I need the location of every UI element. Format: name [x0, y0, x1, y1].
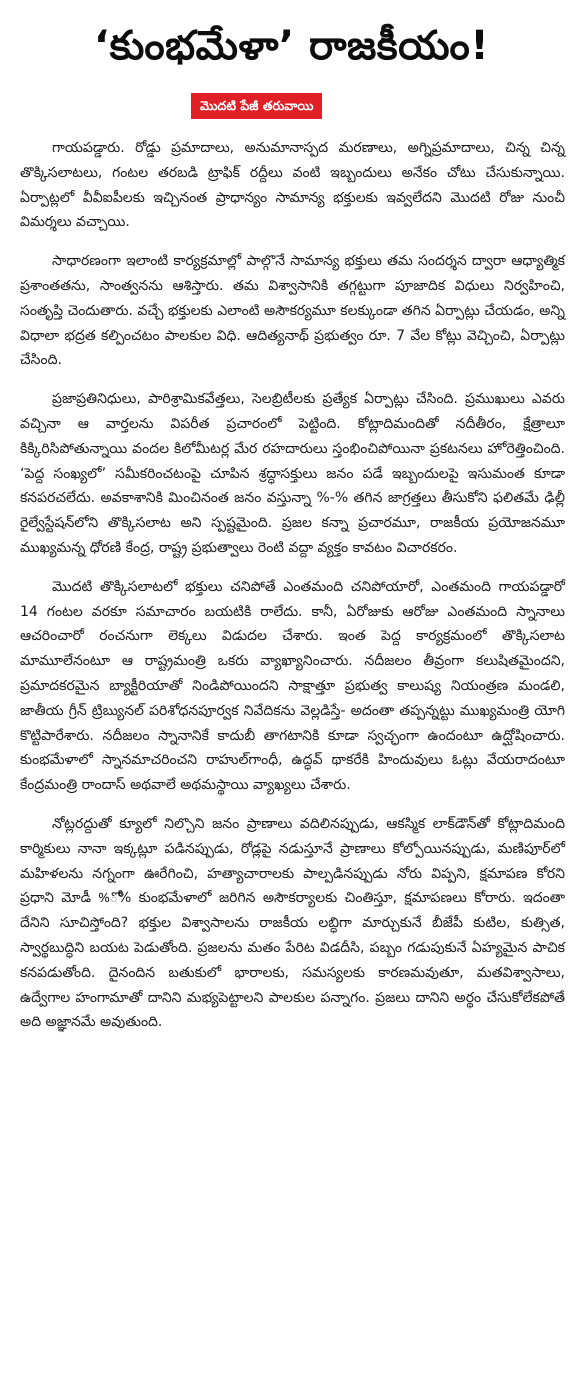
- paragraph-5: నోట్లరద్దుతో క్యూలో నిల్చొని జనం ప్రాణాలు వదిలినప్పుడు, ఆకస్మిక లాక్‌డౌన్‌తో కోట్లాదిమంది కార్మికులు నానా ఇక్కట్లూ పడినప్పుడు, రోడ్లపై నడుస్తూనే ప్రాణాలు కోల్పోయినప్పుడు, మణిపూర్‌లో మహిళలను నగ్నంగా ఊరేగించి, హత్యాచారాలకు పాల్పడినప్పుడు నోరు విప్పని, క్షమాపణ కోరని ప్రధాని మోడీ %ో% కుంభమేళాలో జరిగిన అసౌకర్యాలకు చింతిస్తూ, క్షమాపణలు కోరారు. ఇదంతా దేనిని సూచిస్తోంది? భక్తుల విశ్వాసాలను రాజకీయ లబ్ధిగా మార్చుకునే బీజేపీ కుటిల, కుత్సిత, స్వార్థబుద్ధిని బయట పెడుతోంది. ప్రజలను మతం పేరిట విడదీసి, పబ్బం గడుపుకునే ఏహ్యమైన పాచిక కనపడుతోంది. దైనందిన బతుకులో భారాలకు, సమస్యలకు కారణమవుతూ, మతవిశ్వాసాలు, ఉద్వేగాల హంగామాతో దానిని మభ్యపెట్టాలని పాలకుల పన్నాగం. ప్రజలు దానిని అర్థం చేసుకోలేకపోతే అది అజ్ఞానమే అవుతుంది.: [20, 815, 565, 1031]
- continuation-label: మొదటి పేజీ తరువాయి: [191, 93, 322, 119]
- paragraph-3: ప్రజాప్రతినిధులు, పారిశ్రామికవేత్తలు, సెలబ్రిటీలకు ప్రత్యేక ఏర్పాట్లు చేసింది. ప్రముఖులు ఎవరు వచ్చినా ఆ వార్తలను విపరీత ప్రచారంలో పెట్టింది. కోట్లాదిమందితో నదీతీరం, క్షేత్రాలూ కిక్కిరిసిపోతున్నాయి వందల కిలోమీటర్ల మేర రహదారులు స్తంభించిపోయినా ప్రకటనలు హోరెత్తించింది. ‘పెద్ద సంఖ్యలో’ సమీకరించటంపై చూపిన శ్రద్ధాసక్తులు జనం పడే ఇబ్బందులపై ఇసుమంత కూడా కనపరచలేదు. అవకాశానికి మించినంత జనం వస్తున్నా %-% తగిన జాగ్రత్తలు తీసుకోని ఫలితమే ఢిల్లీ రైల్వేస్టేషన్‌లోని తొక్కిసలాట అని స్పష్టమైంది. ప్రజల కన్నా ప్రచారమూ, రాజకీయ ప్రయోజనమూ ముఖ్యమన్న ధోరణి కేంద్ర, రాష్ట్ర ప్రభుత్వాలు రెంటి వద్దా వ్యక్తం కావటం విచారకరం.: [20, 391, 565, 556]
- article-body: [20, 136, 565, 1049]
- headline: ‘కుంభమేళా’ రాజకీయం!: [93, 23, 490, 69]
- paragraph-1: గాయపడ్డారు. రోడ్డు ప్రమాదాలు, అనుమానాస్పద మరణాలు, అగ్నిప్రమాదాలు, చిన్న చిన్న తొక్కిసలాటలు, గంటల తరబడి ట్రాఫిక్ రద్దీలు వంటి ఇబ్బందులు అనేకం చోటు చేసుకున్నాయి. ఏర్పాట్లలో వీవీఐపీలకు ఇచ్చినంత ప్రాధాన్యం సామాన్య భక్తులకు ఇవ్వలేదని మొదటి రోజు నుంచీ విమర్శలు వచ్చాయి.: [20, 140, 565, 231]
- paragraph-2: సాధారణంగా ఇలాంటి కార్యక్రమాల్లో పాల్గొనే సామాన్య భక్తులు తమ సందర్శన ద్వారా ఆధ్యాత్మిక ప్రశాంతతను, సాంత్వనను ఆశిస్తారు. తమ విశ్వాసానికి తగ్గట్టుగా పూజాదిక విధులు నిర్వహించి, సంతృప్తి చెందుతారు. వచ్చే భక్తులకు ఎలాంటి అసౌకర్యమూ కలక్కుండా తగిన ఏర్పాట్లు చేయడం, అన్ని విధాలా భద్రత కల్పించటం పాలకుల విధి. ఆదిత్యనాథ్ ప్రభుత్వం రూ. 7 వేల కోట్లు వెచ్చించి, ఏర్పాట్లు చేసింది.: [20, 253, 565, 369]
- paragraph-4: మొదటి తొక్కిసలాటలో భక్తులు చనిపోతే ఎంతమంది చనిపోయారో, ఎంతమంది గాయపడ్డారో 14 గంటల వరకూ సమాచారం బయటికి రాలేదు. కానీ, ఏరోజుకు ఆరోజు ఎంతమంది స్నానాలు ఆచరించారో రంచనుగా లెక్కలు విడుదల చేశారు. ఇంత పెద్ద కార్యక్రమంలో తొక్కిసలాట మామూలేనంటూ ఆ రాష్ట్రమంత్రి ఒకరు వ్యాఖ్యానించారు. నదీజలం తీవ్రంగా కలుషితమైందని, ప్రమాదకరమైన బ్యాక్టీరియాతో నిండిపోయిందని సాక్షాత్తూ ప్రభుత్వ కాలుష్య నియంత్రణ మండలి, జాతీయ గ్రీన్ ట్రిబ్యునల్ పరిశోధనపూర్వక నివేదికను వెల్లడిస్తే- అదంతా తప్పన్నట్టు ముఖ్యమంత్రి యోగి కొట్టిపారేశారు. నదీజలం స్నానానికే కాదుబీ తాగటానికి కూడా స్వచ్ఛంగా ఉందంటూ ఉద్ఘోషించారు. కుంభమేళాలో స్నానమాచరించని రాహుల్‌గాంధీ, ఉద్ధవ్ థాకరేకి హిందువులు ఓట్లు వేయరాదంటూ కేంద్రమంత్రి రాందాస్ అథవాలే అథమస్థాయి వ్యాఖ్యలు చేశారు.: [20, 578, 565, 794]
